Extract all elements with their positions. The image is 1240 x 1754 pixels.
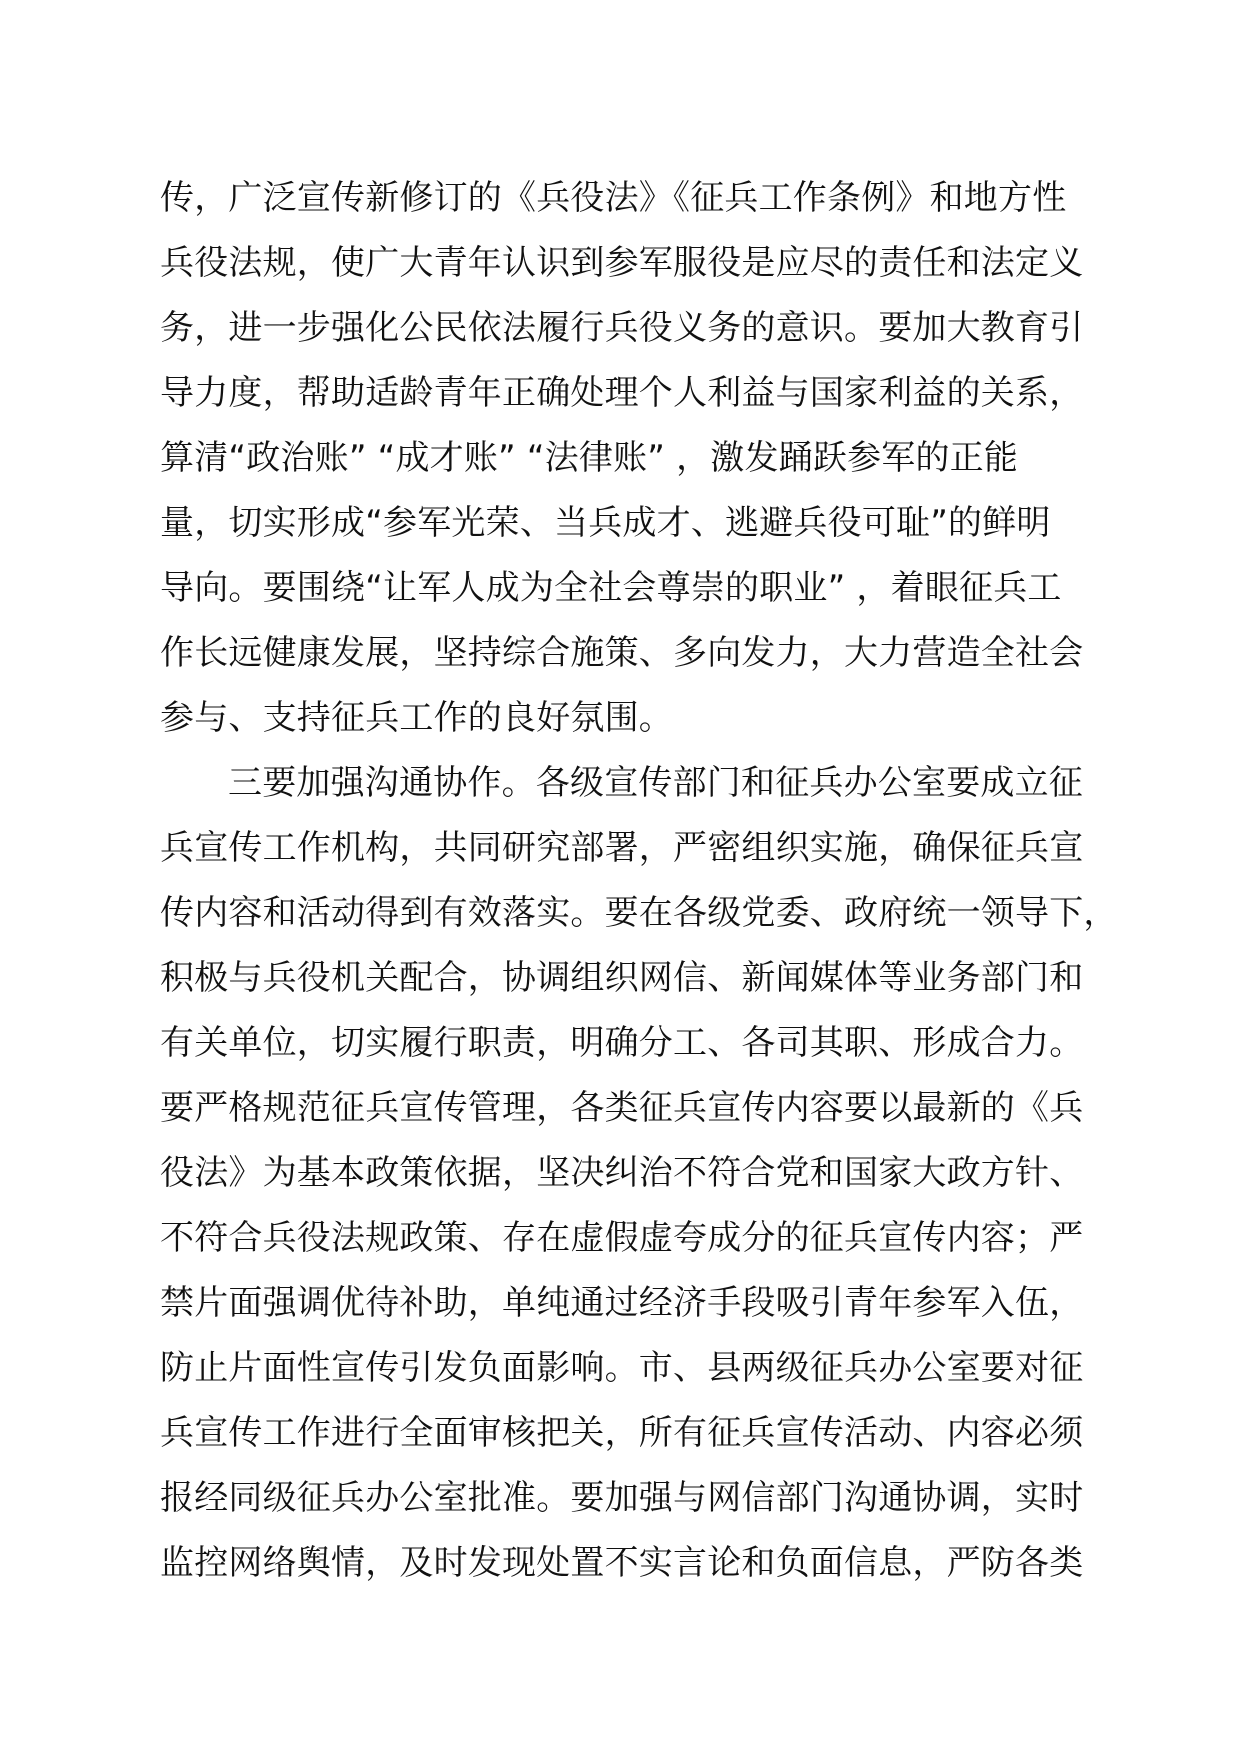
text-line: 导力度，帮助适龄青年正确处理个人利益与国家利益的关系，: [160, 373, 1084, 413]
text-line: 兵宣传工作进行全面审核把关，所有征兵宣传活动、内容必须: [160, 1413, 1084, 1453]
text-line: 役法》为基本政策依据，坚决纠治不符合党和国家大政方针、: [160, 1153, 1084, 1193]
text-line: 传内容和活动得到有效落实。要在各级党委、政府统一领导下，: [160, 893, 1118, 933]
text-line: 要严格规范征兵宣传管理，各类征兵宣传内容要以最新的《兵: [160, 1088, 1084, 1128]
text-line: 务，进一步强化公民依法履行兵役义务的意识。要加大教育引: [160, 308, 1084, 348]
text-line: 监控网络舆情，及时发现处置不实言论和负面信息，严防各类: [160, 1543, 1084, 1583]
text-line: 不符合兵役法规政策、存在虚假虚夸成分的征兵宣传内容；严: [160, 1218, 1084, 1258]
text-line: 参与、支持征兵工作的良好氛围。: [160, 698, 673, 738]
text-line: 算清“政治账” “成才账” “法律账” ，激发踊跃参军的正能: [160, 438, 1019, 478]
text-line: 兵宣传工作机构，共同研究部署，严密组织实施，确保征兵宣: [160, 828, 1084, 868]
text-line: 传，广泛宣传新修订的《兵役法》《征兵工作条例》和地方性: [160, 178, 1067, 218]
text-line: 禁片面强调优待补助，单纯通过经济手段吸引青年参军入伍，: [160, 1283, 1084, 1323]
text-line: 有关单位，切实履行职责，明确分工、各司其职、形成合力。: [160, 1023, 1084, 1063]
text-line: 积极与兵役机关配合，协调组织网信、新闻媒体等业务部门和: [160, 958, 1084, 998]
text-line: 防止片面性宣传引发负面影响。市、县两级征兵办公室要对征: [160, 1348, 1084, 1388]
body-text: [160, 166, 1120, 1596]
text-line: 量，切实形成“参军光荣、当兵成才、逃避兵役可耻”的鲜明: [160, 503, 1051, 543]
paragraph-start-line: 三要加强沟通协作。各级宣传部门和征兵办公室要成立征: [228, 763, 1083, 803]
text-line: 报经同级征兵办公室批准。要加强与网信部门沟通协调，实时: [160, 1478, 1084, 1518]
text-line: 作长远健康发展，坚持综合施策、多向发力，大力营造全社会: [160, 633, 1084, 673]
text-line: 兵役法规，使广大青年认识到参军服役是应尽的责任和法定义: [160, 243, 1084, 283]
text-line: 导向。要围绕“让军人成为全社会尊崇的职业” ，着眼征兵工: [160, 568, 1062, 608]
